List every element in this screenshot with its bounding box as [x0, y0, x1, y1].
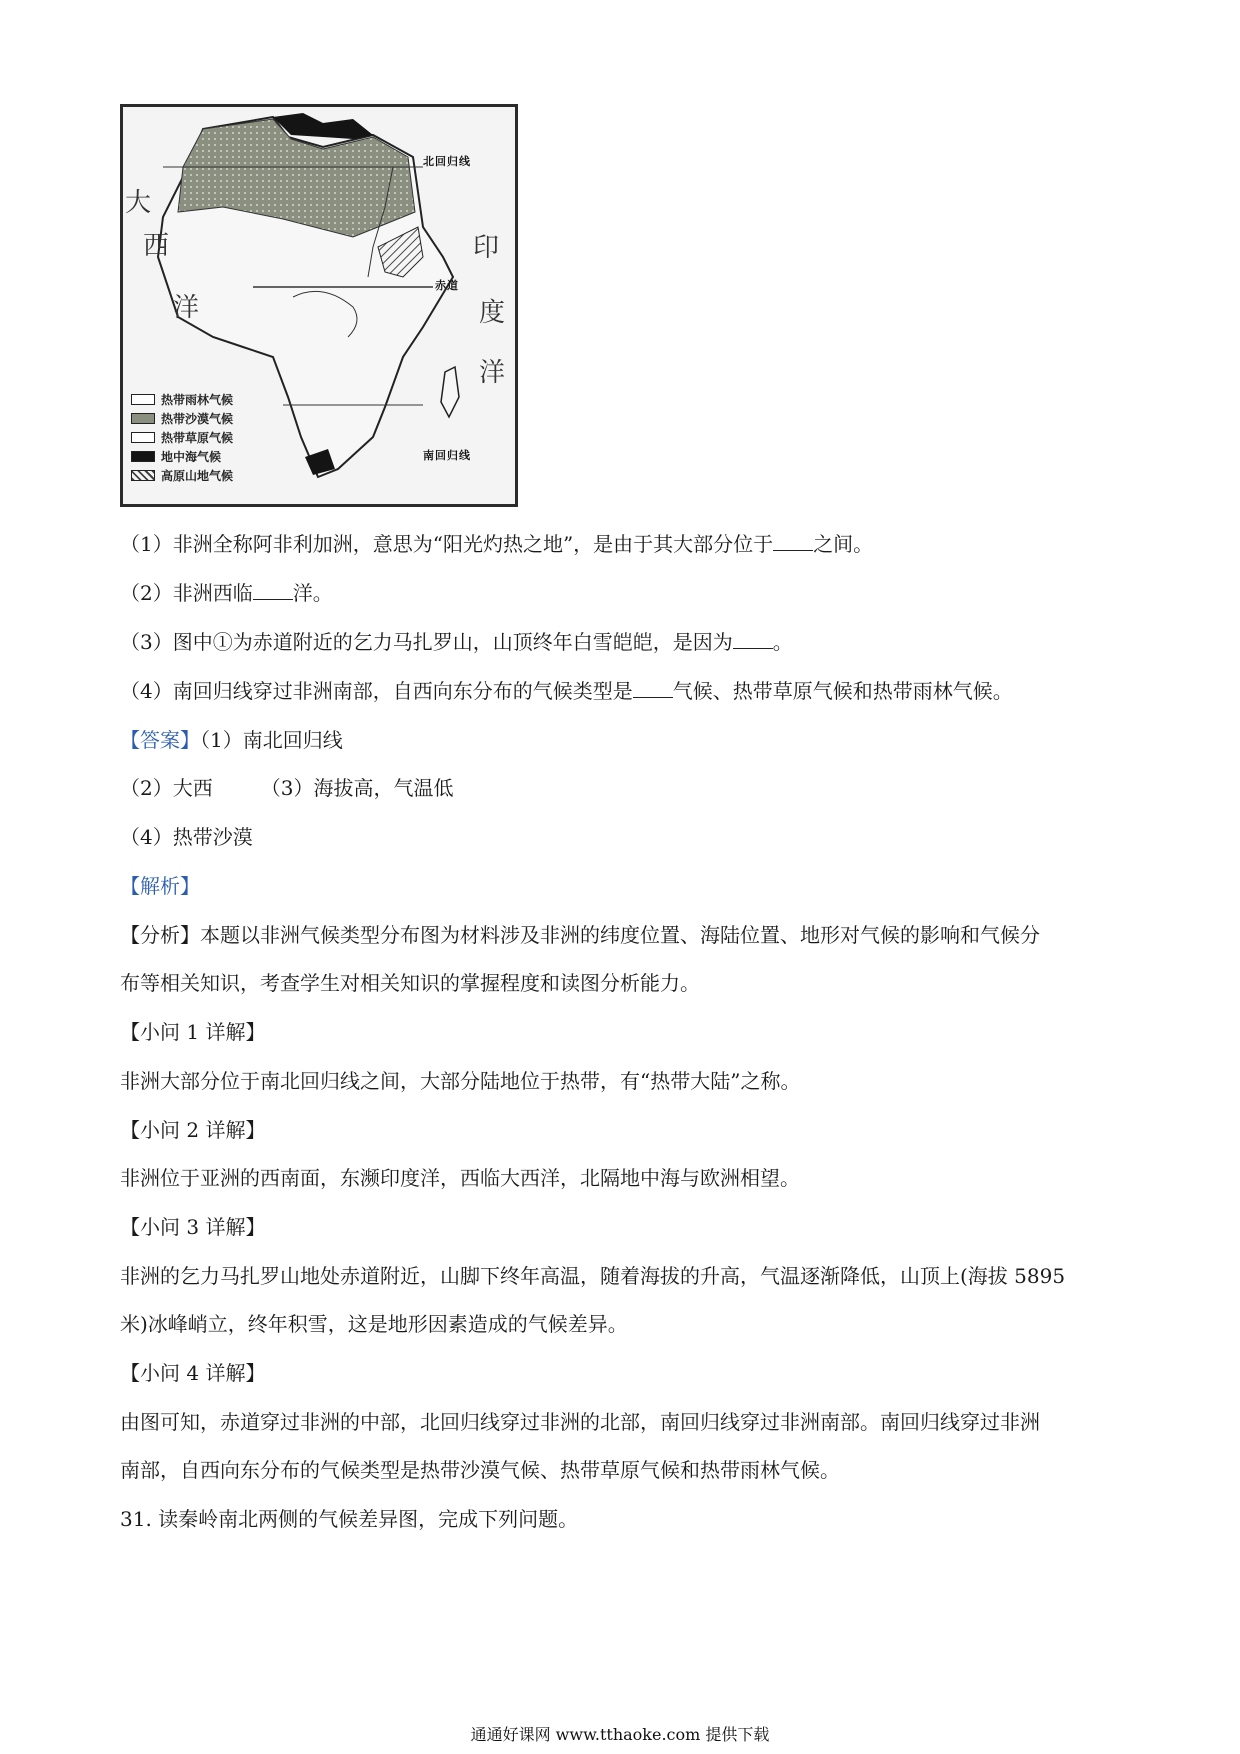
ocean-label-xi: 西	[143, 231, 170, 261]
question-1: （1）非洲全称阿非利加洲，意思为“阳光灼热之地”，是由于其大部分位于 之间。	[120, 532, 874, 556]
sub-question-1-text: 非洲大部分位于南北回归线之间，大部分陆地位于热带，有“热带大陆”之称。	[120, 1069, 801, 1093]
ocean-label-yin: 印	[473, 233, 500, 263]
analysis-fenxi-2: 布等相关知识，考查学生对相关知识的掌握程度和读图分析能力。	[120, 971, 700, 995]
legend-swatch-dotted	[131, 413, 155, 424]
answer-blank	[733, 628, 773, 649]
answer-blank	[633, 677, 673, 698]
sub-question-2-heading: 【小问 2 详解】	[120, 1118, 266, 1142]
sub-question-3-heading: 【小问 3 详解】	[120, 1215, 266, 1239]
legend-label: 地中海气候	[161, 450, 222, 464]
legend-label: 高原山地气候	[161, 469, 234, 483]
answer-blank	[773, 530, 813, 551]
tropic-of-capricorn-label: 南回归线	[423, 449, 471, 462]
answer-tag: 【答案】	[120, 728, 200, 752]
map-legend	[131, 390, 233, 485]
ocean-label-yang: 洋	[173, 293, 200, 323]
sub-question-1-heading: 【小问 1 详解】	[120, 1020, 266, 1044]
question-3: （3）图中①为赤道附近的乞力马扎罗山，山顶终年白雪皑皑，是因为 。	[120, 630, 793, 654]
answer-line-3: （4）热带沙漠	[120, 825, 253, 849]
sub-question-3-text-2: 米)冰峰峭立，终年积雪，这是地形因素造成的气候差异。	[120, 1312, 628, 1336]
tropic-of-cancer-label: 北回归线	[423, 155, 471, 168]
sub-question-4-text-2: 南部，自西向东分布的气候类型是热带沙漠气候、热带草原气候和热带雨林气候。	[120, 1458, 840, 1482]
legend-item-rainforest	[131, 390, 233, 409]
sub-question-4-heading: 【小问 4 详解】	[120, 1361, 266, 1385]
analysis-fenxi-1: 【分析】本题以非洲气候类型分布图为材料涉及非洲的纬度位置、海陆位置、地形对气候的影响和气候分	[120, 923, 1040, 947]
sub-question-3-text-1: 非洲的乞力马扎罗山地处赤道附近，山脚下终年高温，随着海拔的升高，气温逐渐降低，山顶上(海拔 5895	[120, 1264, 1066, 1288]
answer-line-2: （2）大西 （3）海拔高，气温低	[120, 776, 454, 800]
legend-swatch-plain	[131, 432, 155, 443]
legend-item-highland	[131, 466, 233, 485]
legend-label: 热带沙漠气候	[161, 412, 234, 426]
question-4: （4）南回归线穿过非洲南部，自西向东分布的气候类型是 气候、热带草原气候和热带雨林气候。	[120, 679, 1013, 703]
ocean-label-da: 大	[125, 188, 152, 218]
answer-blank	[253, 579, 293, 600]
legend-swatch-solid	[131, 451, 155, 462]
legend-item-savanna	[131, 428, 233, 447]
africa-climate-map	[120, 104, 518, 507]
question-2: （2）非洲西临 洋。	[120, 581, 333, 605]
sub-question-2-text: 非洲位于亚洲的西南面，东濒印度洋，西临大西洋，北隔地中海与欧洲相望。	[120, 1166, 800, 1190]
analysis-tag: 【解析】	[120, 874, 200, 898]
legend-label: 热带草原气候	[161, 431, 234, 445]
equator-label: 赤道	[435, 279, 459, 292]
sub-question-4-text-1: 由图可知，赤道穿过非洲的中部，北回归线穿过非洲的北部，南回归线穿过非洲南部。南回归线穿过非洲	[120, 1410, 1040, 1434]
ocean-label-yang2: 洋	[479, 358, 506, 388]
question-31: 31. 读秦岭南北两侧的气候差异图，完成下列问题。	[120, 1507, 579, 1531]
madagascar-island	[441, 367, 459, 417]
answer-line-1: 【答案】（1）南北回归线	[120, 728, 343, 752]
ocean-label-du: 度	[479, 298, 506, 328]
legend-item-desert	[131, 409, 233, 428]
legend-swatch-plain	[131, 394, 155, 405]
legend-item-mediterranean	[131, 447, 233, 466]
page-footer: 通通好课网 www.tthaoke.com 提供下载	[470, 1725, 770, 1744]
legend-swatch-hatched	[131, 470, 155, 481]
legend-label: 热带雨林气候	[161, 393, 234, 407]
